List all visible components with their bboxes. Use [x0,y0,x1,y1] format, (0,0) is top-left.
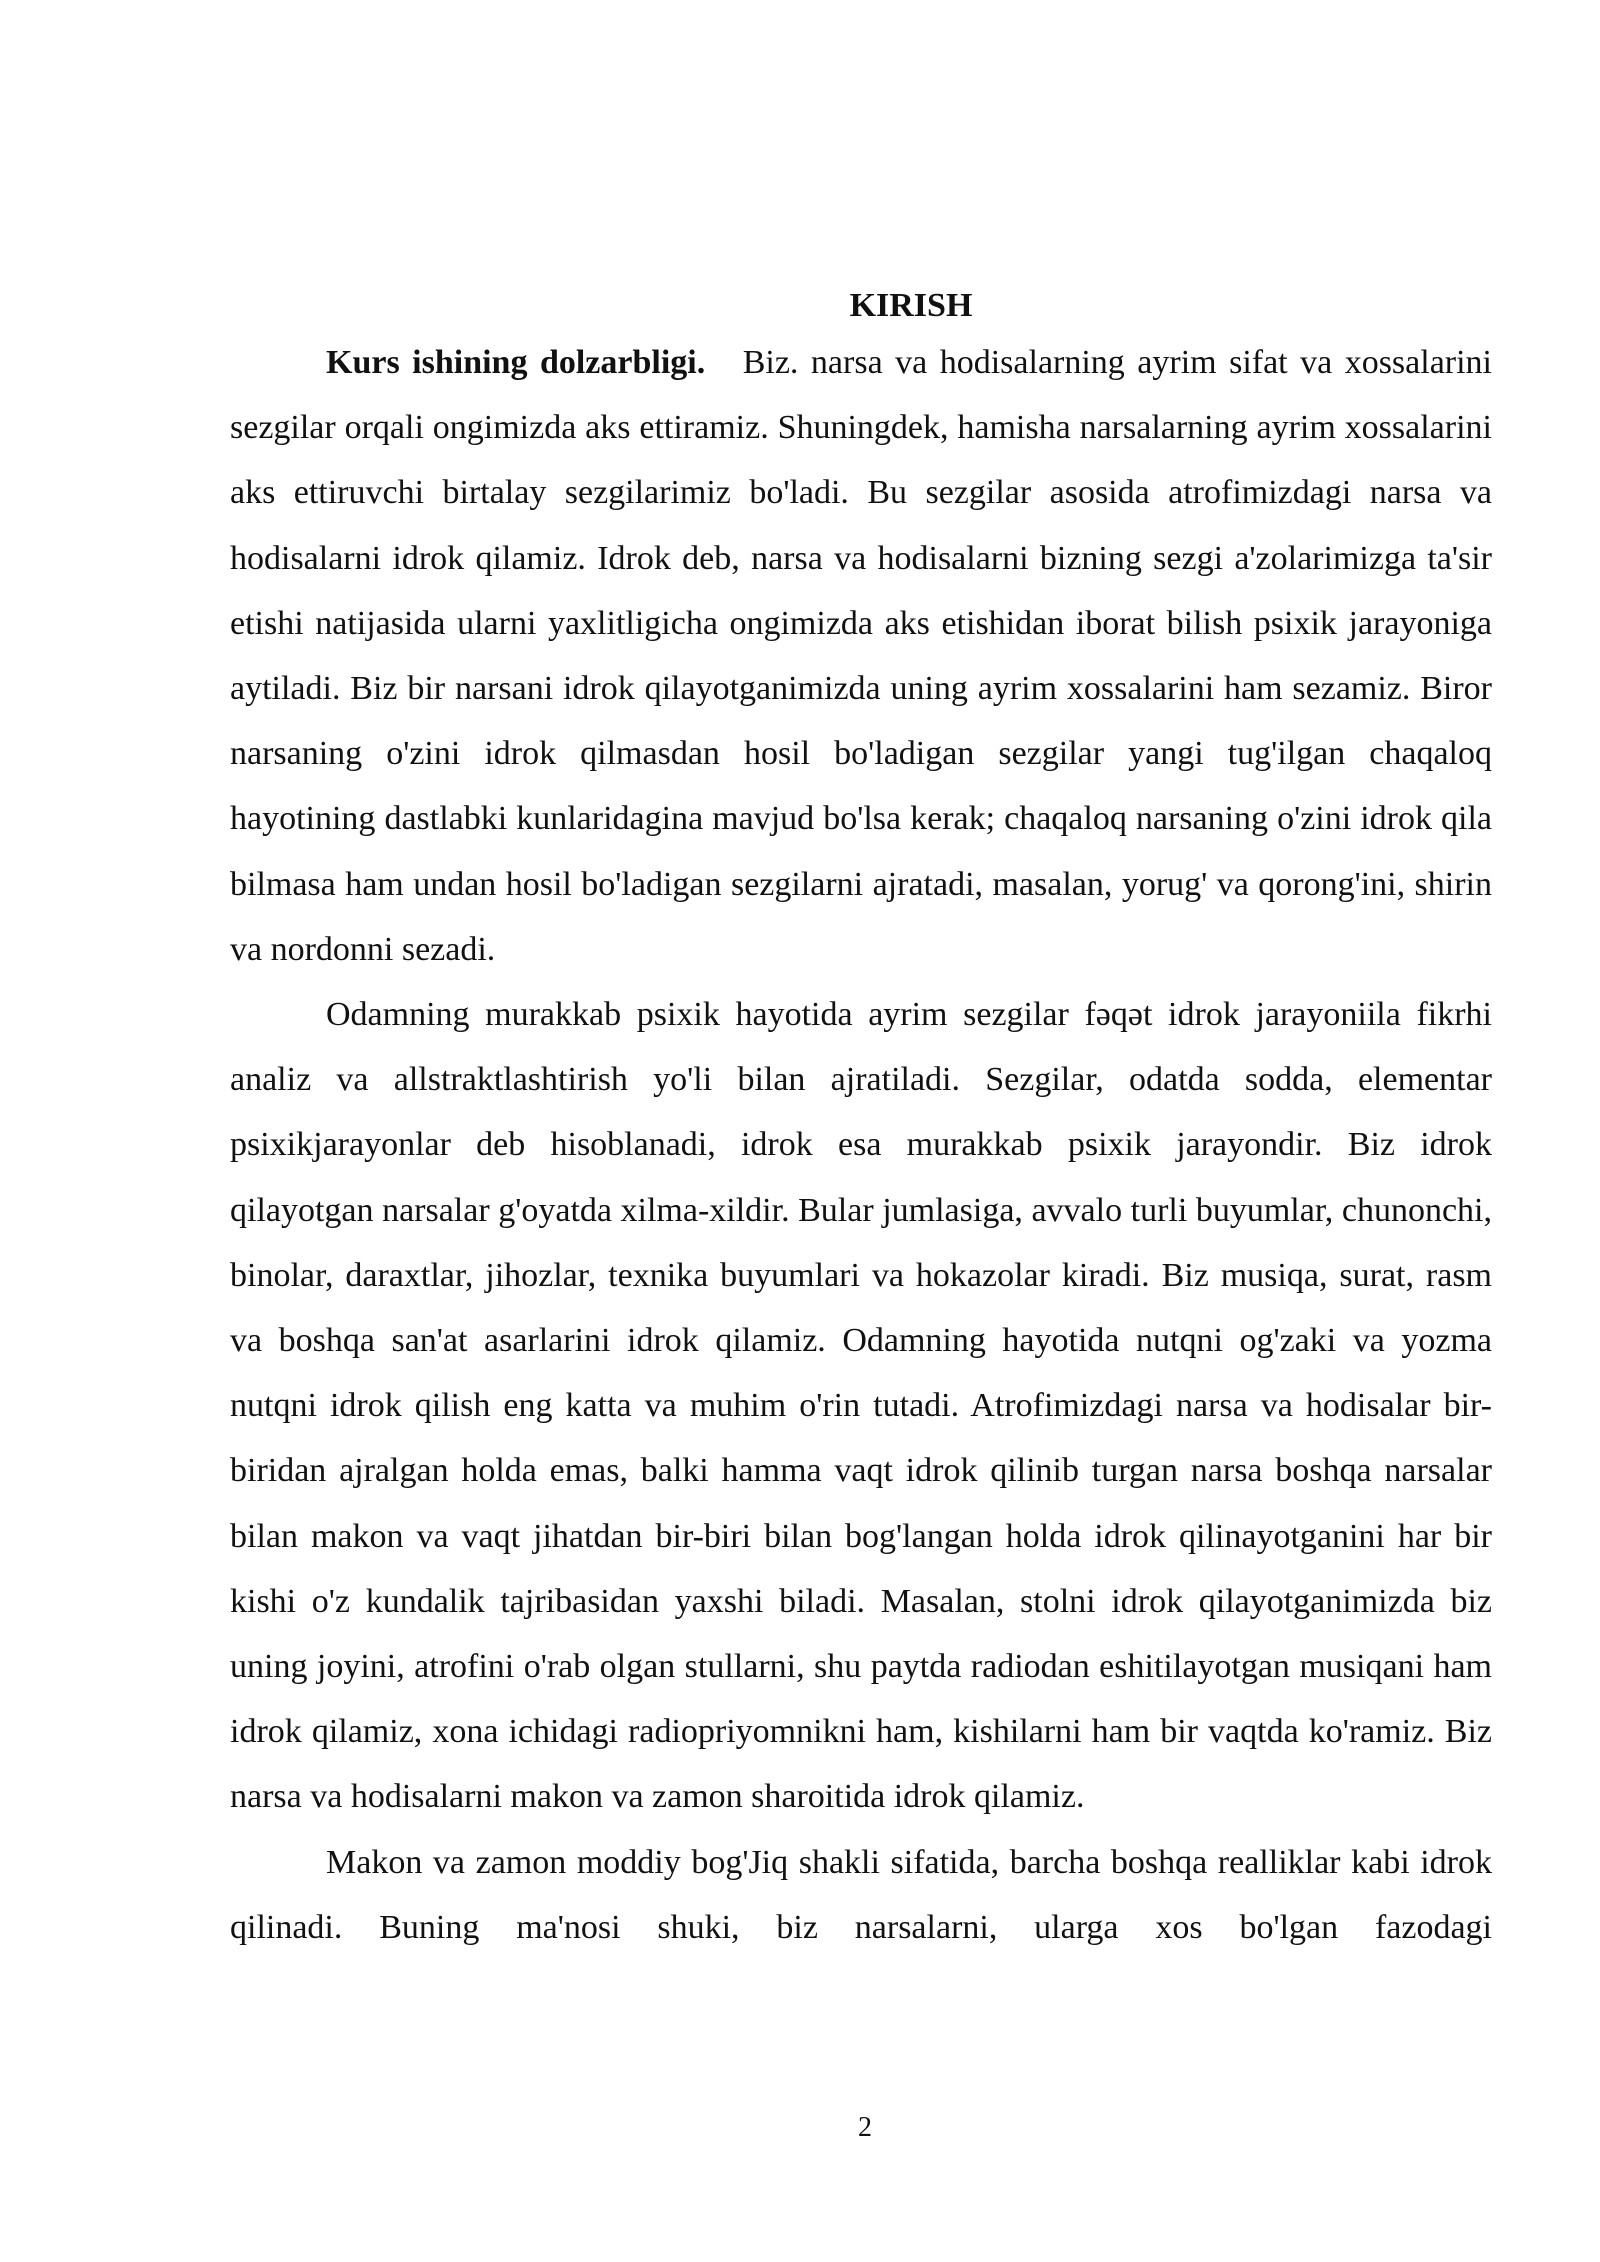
paragraph-2 [230,982,1492,1830]
page-number: 2 [858,2112,872,2143]
document-page [230,282,1492,1960]
paragraph-1 [230,330,1492,982]
paragraph-3 [230,1830,1492,1960]
paragraph-lead: Kurs ishining dolzarbligi. [326,344,706,381]
paragraph-3-text: Makon va zamon moddiy bog'Jiq shakli sifatida, barcha boshqa realliklar kabi idrok qilinadi. Buning ma'nosi shuki, biz narsalarni, ularga xos bo'lgan fazodagi [230,1843,1492,1946]
paragraph-2-text: Odamning murakkab psixik hayotida ayrim sezgilar fəqət idrok jarayoniila fikrhi analiz va allstraktlashtirish yo'li bilan ajratiladi. Sezgilar, odatda sodda, elementar psixikjarayonlar deb hisoblanadi, idrok esa murakkab psixik jarayondir. Biz idrok qilayotgan narsalar g'oyatda xilma-xildir. Bular jumlasiga, avvalo turli buyumlar, chunonchi, binolar, daraxtlar, jihozlar, texnika buyumlari va hokazolar kiradi. Biz musiqa, surat, rasm va boshqa san'at asarlarini idrok qilamiz. Odamning hayotida nutqni og'zaki va yozma nutqni idrok qilish eng katta va muhim o'rin tutadi. Atrofimizdagi narsa va hodisalar bir-biridan ajralgan holda emas, balki hamma vaqt idrok qilinib turgan narsa boshqa narsalar bilan makon va vaqt jihatdan bir-biri bilan bog'langan holda idrok qilinayotganini har bir kishi o'z kundalik tajribasidan yaxshi biladi. Masalan, stolni idrok qilayotganimizda biz uning joyini, atrofini o'rab olgan stullarni, shu paytda radiodan eshitilayotgan musiqani ham idrok qilamiz, xona ichidagi radiopriyomnikni ham, kishilarni ham bir vaqtda ko'ramiz. Biz narsa va hodisalarni makon va zamon sharoitida idrok qilamiz. [230,996,1492,1816]
paragraph-1-text: Biz. narsa va hodisalarning ayrim sifat va xossalarini sezgilar orqali ongimizda aks ettiramiz. Shuningdek, hamisha narsalarning ayrim xossalarini aks ettiruvchi birtalay sezgilarimiz bo'ladi. Bu sezgilar asosida atrofimizdagi narsa va hodisalarni idrok qilamiz. Idrok deb, narsa va hodisalarni bizning sezgi a'zolarimizga ta'sir etishi natijasida ularni yaxlitligicha ongimizda aks etishidan iborat bilish psixik jarayoniga aytiladi. Biz bir narsani idrok qilayotganimizda uning ayrim xossalarini ham sezamiz. Biror narsaning o'zini idrok qilmasdan hosil bo'ladigan sezgilar yangi tug'ilgan chaqaloq hayotining dastlabki kunlaridagina mavjud bo'lsa kerak; chaqaloq narsaning o'zini idrok qila bilmasa ham undan hosil bo'ladigan sezgilarni ajratadi, masalan, yorug' va qorong'ini, shirin va nordonni sezadi. [230,344,1493,968]
page-title: KIRISH [849,287,973,324]
